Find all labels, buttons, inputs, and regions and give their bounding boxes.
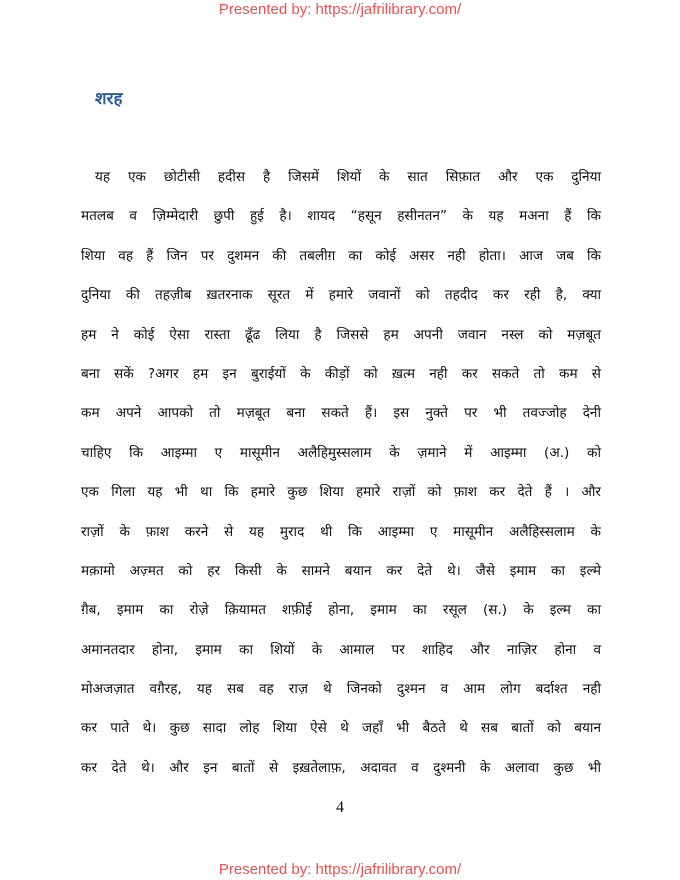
paragraph-line: हम ने कोई ऐसा रास्ता ढूँढ लिया है जिससे हम अपनी जवान नस्ल को मज़बूत bbox=[81, 326, 601, 343]
paragraph-line: मतलब व ज़िम्मेदारी छुपी हुई है। शायद “हसून हसीनतन” के यह मअना हैं कि bbox=[81, 208, 601, 225]
section-heading: शरह bbox=[95, 89, 123, 109]
paragraph-line: चाहिए कि आइम्मा ए मासूमीन अलैहिमुस्सलाम के ज़माने में आइम्मा (अ.) को bbox=[81, 444, 601, 461]
paragraph-line: दुनिया की तहज़ीब ख़तरनाक सूरत में हमारे जवानों को तहदीद कर रही है, क्या bbox=[81, 287, 601, 304]
watermark-top: Presented by: https://jafrilibrary.com/ bbox=[218, 1, 462, 18]
paragraph-line: यह एक छोटीसी हदीस है जिसमें शियों के सात सिफ़ात और एक दुनिया bbox=[95, 169, 601, 185]
watermark-bottom: Presented by: https://jafrilibrary.com/ bbox=[218, 861, 462, 878]
paragraph-line: शिया वह हैं जिन पर दुशमन की तबलीग़ का कोई असर नही होता। आज जब कि bbox=[81, 247, 601, 264]
paragraph-line: बना सकें ?अगर हम इन बुराईयों के कीड़ों को ख़त्म नही कर सकते तो कम से bbox=[81, 365, 601, 382]
paragraph-line: मोअजज़ात वग़ैरह, यह सब वह राज़ थे जिनको दुश्मन व आम लोग बर्दाश्त नही bbox=[81, 681, 601, 698]
body-paragraph bbox=[81, 162, 601, 792]
paragraph-line: राज़ों के फ़ाश करने से यह मुराद थी कि आइम्मा ए मासूमीन अलैहिस्सलाम के bbox=[81, 523, 601, 540]
page-number: 4 bbox=[336, 799, 344, 816]
paragraph-line: मक़ामो अज़्मत को हर किसी के सामने बयान कर देते थे। जैसे इमाम का इल्मे bbox=[81, 562, 601, 579]
paragraph-line: अमानतदार होना, इमाम का शियों के आमाल पर शाहिद और नाज़िर होना व bbox=[81, 641, 601, 658]
paragraph-line: कर पाते थे। कुछ सादा लोह शिया ऐसे थे जहाँ भी बैठते थे सब बातों को बयान bbox=[81, 720, 601, 737]
paragraph-line: कर देते थे। और इन बातों से इख़तेलाफ़, अदावत व दुश्मनी के अलावा कुछ भी bbox=[81, 759, 601, 776]
paragraph-line: ग़ैब, इमाम का रोज़े क़ियामत शफ़ीई होना, इमाम का रसूल (स.) के इल्म का bbox=[81, 602, 601, 619]
paragraph-line: एक गिला यह भी था कि हमारे कुछ शिया हमारे राज़ों को फ़ाश कर देते हैं । और bbox=[81, 484, 601, 501]
paragraph-line: कम अपने आपको तो मज़बूत बना सकते हैं। इस नुक्ते पर भी तवज्जोह देनी bbox=[81, 405, 601, 422]
